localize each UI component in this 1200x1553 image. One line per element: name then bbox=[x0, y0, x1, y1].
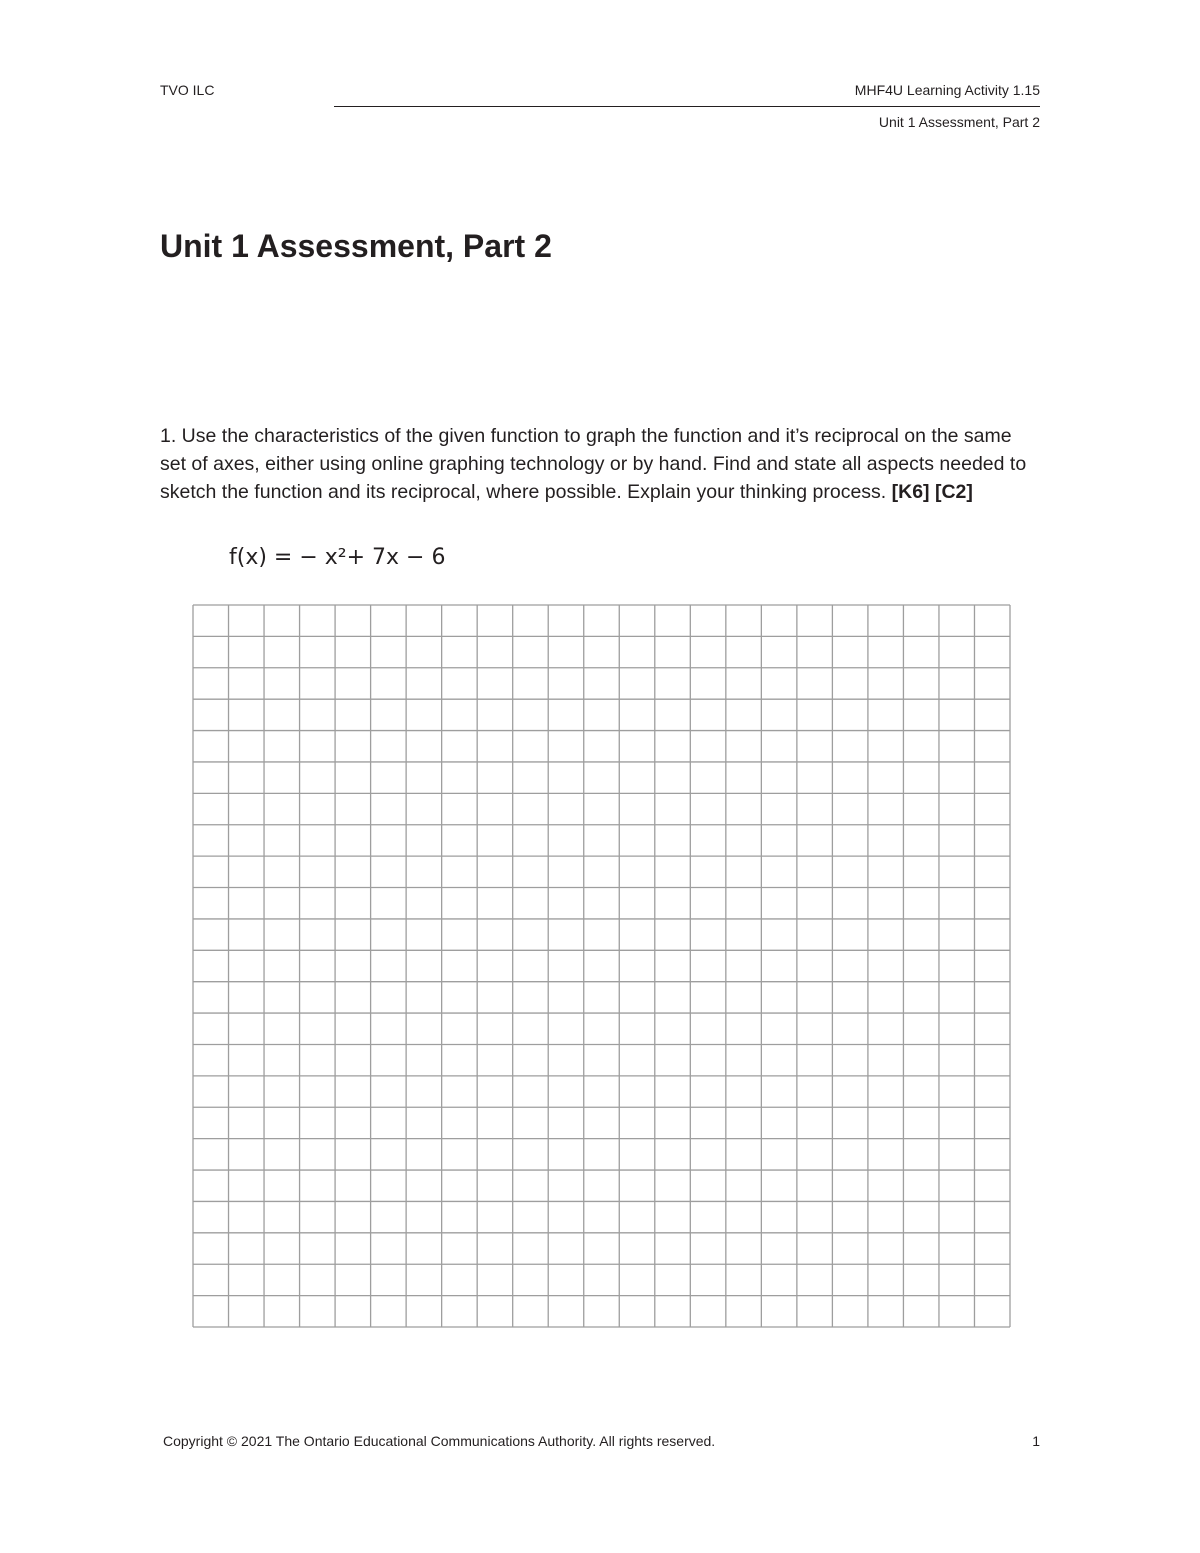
footer-copyright: Copyright © 2021 The Ontario Educational Communications Authority. All rights reserved. bbox=[163, 1433, 716, 1449]
question-text: 1. Use the characteristics of the given function to graph the function and it’s reciprocal on the same set of axes, either using online graphing technology or by hand. Find and state all aspects needed to sketch the function and its reciprocal, where possible. Explain your thinking process. bbox=[160, 425, 1027, 503]
header-subtitle: Unit 1 Assessment, Part 2 bbox=[878, 114, 1040, 130]
page-title: Unit 1 Assessment, Part 2 bbox=[160, 228, 552, 264]
header-course: MHF4U Learning Activity 1.15 bbox=[854, 82, 1040, 98]
function-formula: f(x) = − x²+ 7x − 6 bbox=[229, 545, 446, 570]
graph-grid[interactable] bbox=[192, 604, 1011, 1328]
header-rule bbox=[334, 106, 1040, 107]
header-org: TVO ILC bbox=[160, 82, 215, 98]
page-number: 1 bbox=[1032, 1433, 1040, 1449]
question-block bbox=[160, 422, 1040, 506]
question-marks: [K6] [C2] bbox=[891, 481, 973, 503]
